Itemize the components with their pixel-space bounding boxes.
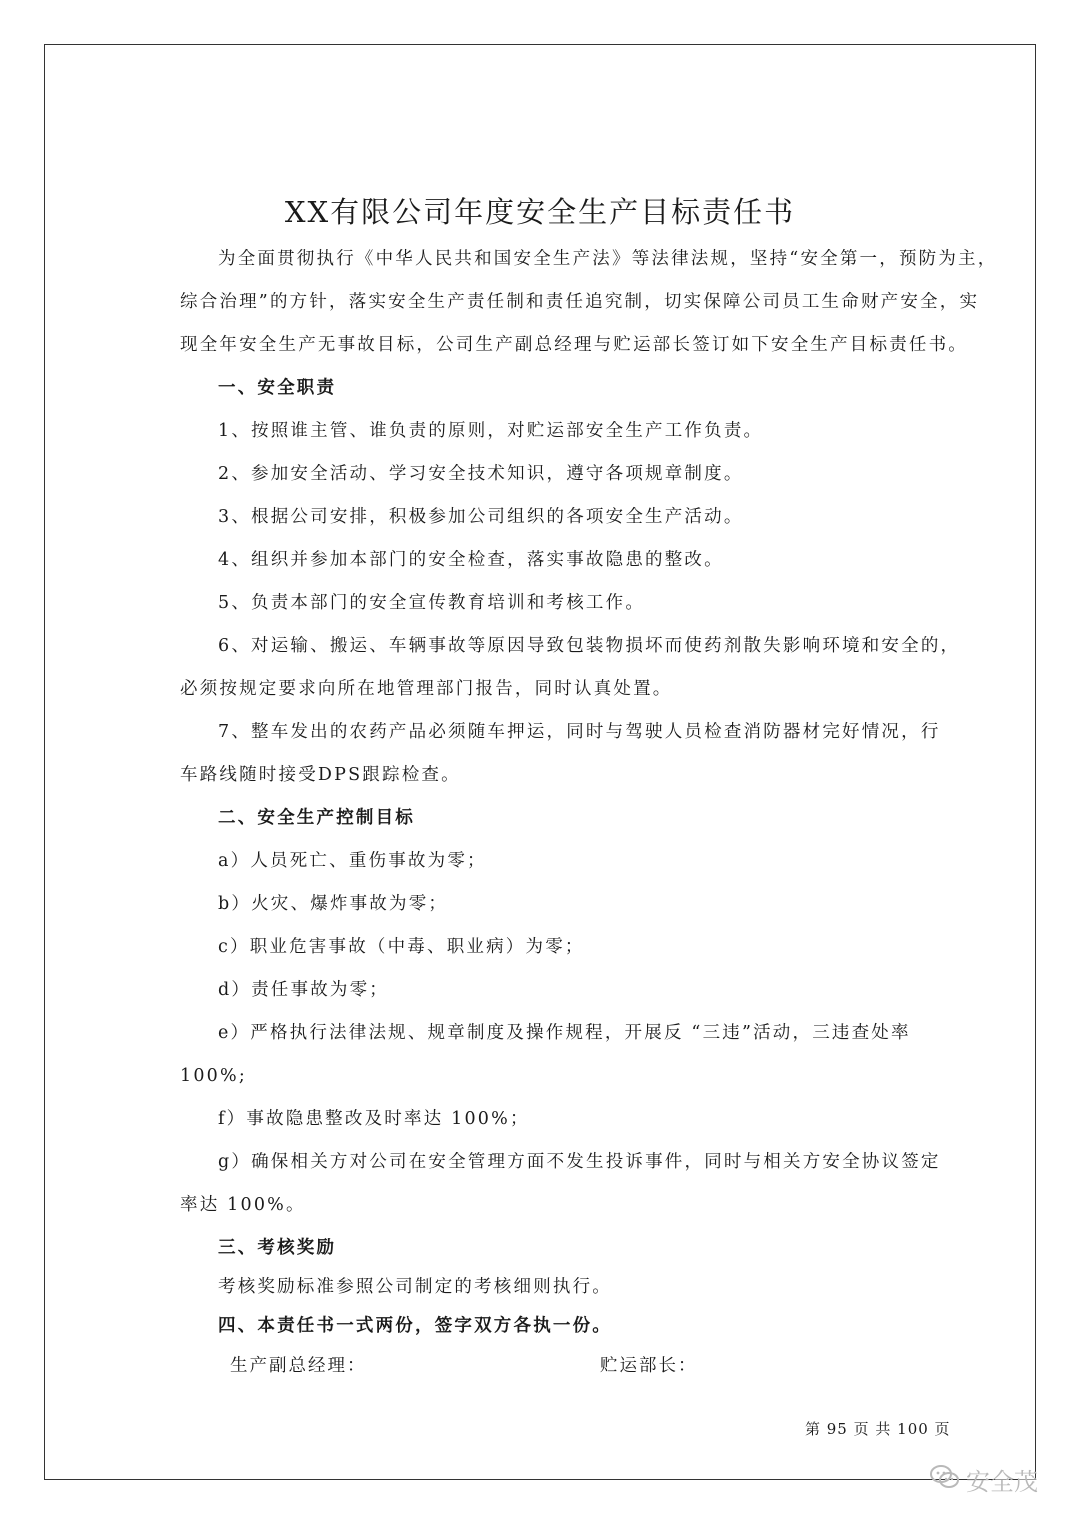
intro-line-3: 现全年安全生产无事故目标，公司生产副总经理与贮运部长签订如下安全生产目标责任书。 xyxy=(180,335,968,355)
section1-item-6-line-2: 必须按规定要求向所在地管理部门报告，同时认真处置。 xyxy=(180,679,673,699)
page-number: 第 95 页 共 100 页 xyxy=(805,1420,951,1438)
intro-line-1: 为全面贯彻执行《中华人民共和国安全生产法》等法律法规，坚持“安全第一，预防为主， xyxy=(218,249,998,269)
section2-item-g-line-1: g）确保相关方对公司在安全管理方面不发生投诉事件，同时与相关方安全协议签定 xyxy=(218,1152,941,1172)
section2-item-f: f）事故隐患整改及时率达 100%； xyxy=(218,1109,530,1129)
section3-heading: 三、考核奖励 xyxy=(218,1238,337,1258)
section2-item-e-line-2: 100%; xyxy=(180,1066,247,1086)
section1-item-1: 1、按照谁主管、谁负责的原则，对贮运部安全生产工作负责。 xyxy=(218,421,764,441)
section2-heading: 二、安全生产控制目标 xyxy=(218,808,415,828)
document-title: XX有限公司年度安全生产目标责任书 xyxy=(284,195,796,229)
section1-item-5: 5、负责本部门的安全宣传教育培训和考核工作。 xyxy=(218,593,646,613)
wechat-icon xyxy=(930,1464,960,1496)
signature-right-label: 贮运部长： xyxy=(600,1356,698,1376)
watermark-text: 安全茂 xyxy=(966,1468,1038,1496)
section2-item-e-line-1: e）严格执行法律法规、规章制度及操作规程，开展反 “三违”活动，三违查处率 xyxy=(218,1023,911,1043)
section2-item-b: b）火灾、爆炸事故为零； xyxy=(218,894,449,914)
section1-item-7-line-2: 车路线随时接受DPS跟踪检查。 xyxy=(180,765,461,785)
section1-item-2: 2、参加安全活动、学习安全技术知识，遵守各项规章制度。 xyxy=(218,464,744,484)
section1-item-4: 4、组织并参加本部门的安全检查，落实事故隐患的整改。 xyxy=(218,550,724,570)
section4-heading: 四、本责任书一式两份，签字双方各执一份。 xyxy=(218,1316,612,1336)
section2-item-d: d）责任事故为零； xyxy=(218,980,390,1000)
section2-item-c: c）职业危害事故（中毒、职业病）为零； xyxy=(218,937,585,957)
section2-item-g-line-2: 率达 100%。 xyxy=(180,1195,306,1215)
section1-item-3: 3、根据公司安排，积极参加公司组织的各项安全生产活动。 xyxy=(218,507,744,527)
section2-item-a: a）人员死亡、重伤事故为零； xyxy=(218,851,487,871)
section1-item-7-line-1: 7、整车发出的农药产品必须随车押运，同时与驾驶人员检查消防器材完好情况，行 xyxy=(218,722,941,742)
section3-text: 考核奖励标准参照公司制定的考核细则执行。 xyxy=(218,1277,612,1297)
signature-left-label: 生产副总经理： xyxy=(230,1356,367,1376)
watermark xyxy=(930,1462,1038,1497)
section1-item-6-line-1: 6、对运输、搬运、车辆事故等原因导致包装物损坏而使药剂散失影响环境和安全的， xyxy=(218,636,961,656)
section1-heading: 一、安全职责 xyxy=(218,378,337,398)
intro-line-2: 综合治理”的方针，落实安全生产责任制和责任追究制，切实保障公司员工生命财产安全，实 xyxy=(180,292,980,312)
